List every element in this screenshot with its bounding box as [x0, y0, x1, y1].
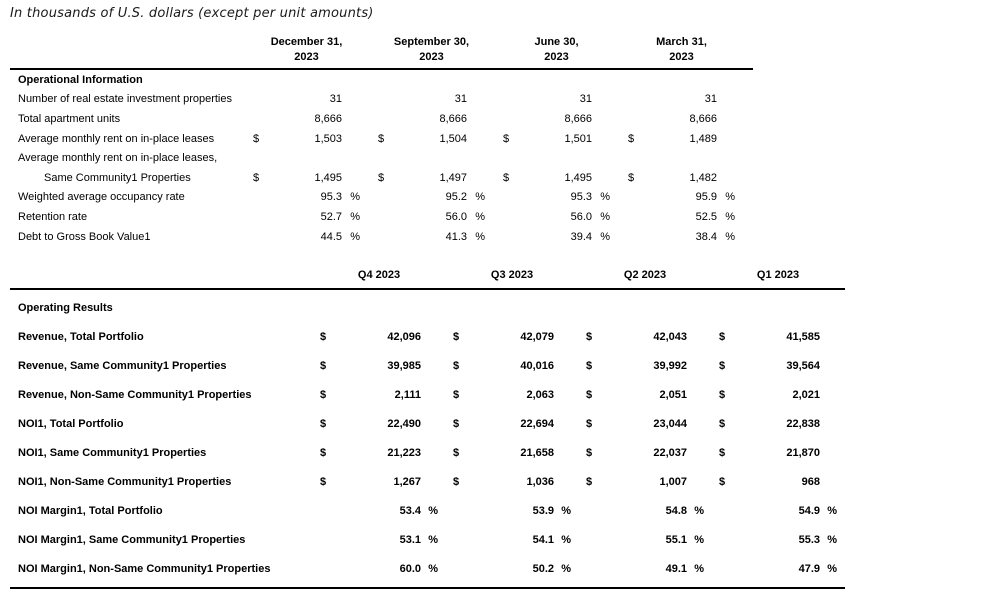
value-number: 1,036 [526, 475, 554, 488]
section-row [10, 70, 753, 90]
value-cell [378, 172, 503, 184]
table-row [10, 109, 753, 129]
currency-symbol: $ [586, 446, 593, 459]
column-header-sep-30 [378, 35, 503, 65]
currency-symbol: $ [453, 330, 460, 343]
value-number: 39,992 [653, 359, 687, 372]
column-header-line1: December 31, [270, 36, 343, 48]
percent-suffix: % [827, 533, 837, 546]
value-cell [313, 534, 446, 546]
value-cell [378, 211, 503, 223]
percent-suffix: % [600, 191, 610, 204]
value-number: 8,666 [689, 112, 717, 125]
value-number: 2,051 [659, 388, 687, 401]
value-number: 1,504 [439, 132, 467, 145]
currency-symbol: $ [586, 330, 593, 343]
percent-suffix: % [694, 504, 704, 517]
value-number: 1,007 [659, 475, 687, 488]
value-cell [712, 447, 845, 459]
value-number: 2,063 [526, 388, 554, 401]
value-number: 1,489 [689, 132, 717, 145]
value-cell [628, 93, 753, 105]
currency-symbol: $ [503, 171, 510, 184]
value-cell [712, 563, 845, 575]
page-title: In thousands of U.S. dollars (except per unit amounts) [10, 6, 374, 21]
value-number: 31 [579, 93, 592, 106]
value-number: 38.4 [695, 230, 717, 243]
operating-results-table [10, 268, 845, 589]
row-label: Same Community1 Properties [44, 171, 191, 184]
currency-symbol: $ [719, 446, 726, 459]
results-table-header [10, 268, 845, 290]
percent-suffix: % [694, 562, 704, 575]
currency-symbol: $ [628, 171, 635, 184]
operational-table-header [10, 35, 753, 70]
value-number: 42,096 [387, 330, 421, 343]
value-cell [628, 172, 753, 184]
value-number: 8,666 [564, 112, 592, 125]
value-cell [503, 211, 628, 223]
currency-symbol: $ [586, 359, 593, 372]
currency-symbol: $ [719, 359, 726, 372]
value-cell [503, 172, 628, 184]
value-cell [579, 360, 712, 372]
currency-symbol: $ [586, 475, 593, 488]
currency-symbol: $ [320, 446, 327, 459]
value-number: 60.0 [399, 562, 421, 575]
currency-symbol: $ [320, 330, 327, 343]
percent-suffix: % [475, 210, 485, 223]
column-header-dec-31 [253, 35, 378, 65]
value-cell [446, 389, 579, 401]
percent-suffix: % [350, 191, 360, 204]
value-cell [253, 172, 378, 184]
value-cell [628, 113, 753, 125]
row-label: NOI Margin1, Non-Same Community1 Properties [18, 562, 271, 575]
column-header-line1: September 30, [393, 36, 470, 48]
percent-suffix: % [725, 191, 735, 204]
value-cell [712, 476, 845, 488]
value-cell [503, 93, 628, 105]
percent-suffix: % [827, 504, 837, 517]
value-number: 31 [704, 93, 717, 106]
currency-symbol: $ [320, 475, 327, 488]
currency-symbol: $ [453, 475, 460, 488]
percent-suffix: % [428, 562, 438, 575]
currency-symbol: $ [453, 359, 460, 372]
value-cell [712, 505, 845, 517]
value-number: 42,079 [520, 330, 554, 343]
value-cell [579, 534, 712, 546]
table-row [10, 496, 845, 525]
currency-symbol: $ [320, 417, 327, 430]
percent-suffix: % [600, 230, 610, 243]
value-cell [378, 113, 503, 125]
value-number: 53.1 [399, 533, 421, 546]
column-header-line2: 2023 [669, 51, 694, 63]
currency-symbol: $ [719, 330, 726, 343]
value-number: 31 [454, 93, 467, 106]
value-number: 2,111 [394, 388, 421, 401]
value-cell [378, 191, 503, 203]
value-cell [253, 231, 378, 243]
percent-suffix: % [694, 533, 704, 546]
row-label: Revenue, Same Community1 Properties [18, 359, 227, 372]
value-number: 52.5 [695, 210, 717, 223]
value-number: 95.9 [695, 191, 717, 204]
section-row [10, 293, 845, 322]
value-number: 39.4 [570, 230, 592, 243]
value-cell [378, 133, 503, 145]
currency-symbol: $ [719, 417, 726, 430]
table-row [10, 525, 845, 554]
currency-symbol: $ [719, 388, 726, 401]
table-row [10, 90, 753, 110]
column-header-mar-31 [628, 35, 753, 65]
percent-suffix: % [475, 191, 485, 204]
column-header-line1: March 31, [656, 36, 707, 48]
row-label: Number of real estate investment properties [18, 93, 232, 106]
percent-suffix: % [561, 562, 571, 575]
percent-suffix: % [428, 533, 438, 546]
row-label: Retention rate [18, 210, 88, 223]
row-label: NOI1, Same Community1 Properties [18, 446, 207, 459]
value-number: 42,043 [653, 330, 687, 343]
value-cell [579, 447, 712, 459]
value-number: 50.2 [532, 562, 554, 575]
percent-suffix: % [600, 210, 610, 223]
value-number: 47.9 [798, 562, 820, 575]
currency-symbol: $ [378, 132, 385, 145]
currency-symbol: $ [453, 417, 460, 430]
row-label: NOI Margin1, Same Community1 Properties [18, 533, 246, 546]
value-number: 21,658 [520, 446, 554, 459]
table-row [10, 554, 845, 583]
value-number: 31 [329, 93, 342, 106]
value-cell [503, 191, 628, 203]
value-number: 1,497 [439, 171, 467, 184]
value-cell [446, 505, 579, 517]
value-cell [503, 113, 628, 125]
value-number: 49.1 [665, 562, 687, 575]
value-cell [712, 360, 845, 372]
value-cell [579, 505, 712, 517]
value-number: 968 [801, 475, 820, 488]
value-number: 52.7 [320, 210, 342, 223]
value-number: 40,016 [520, 359, 554, 372]
column-header-line2: 2023 [544, 51, 569, 63]
value-cell [253, 93, 378, 105]
value-number: 1,495 [314, 171, 342, 184]
currency-symbol: $ [320, 388, 327, 401]
value-number: 22,490 [387, 417, 421, 430]
value-number: 8,666 [439, 112, 467, 125]
value-cell [579, 331, 712, 343]
row-label: Average monthly rent on in-place leases, [18, 152, 218, 165]
value-number: 1,503 [314, 132, 342, 145]
value-cell [628, 231, 753, 243]
value-number: 21,223 [387, 446, 421, 459]
column-header-q1-2023: Q1 2023 [756, 269, 800, 282]
percent-suffix: % [350, 210, 360, 223]
value-cell [313, 418, 446, 430]
percent-suffix: % [428, 504, 438, 517]
value-cell [253, 211, 378, 223]
row-label: NOI Margin1, Total Portfolio [18, 504, 163, 517]
table-row [10, 322, 845, 351]
table-row [10, 168, 753, 188]
value-number: 56.0 [570, 210, 592, 223]
row-label: Operational Information [18, 73, 143, 86]
value-cell [446, 418, 579, 430]
value-cell [313, 360, 446, 372]
value-number: 55.3 [798, 533, 820, 546]
value-cell [253, 133, 378, 145]
value-cell [579, 476, 712, 488]
table-row [10, 188, 753, 208]
value-cell [628, 133, 753, 145]
row-label: Revenue, Non-Same Community1 Properties [18, 388, 252, 401]
value-number: 53.9 [532, 504, 554, 517]
value-cell [579, 418, 712, 430]
currency-symbol: $ [320, 359, 327, 372]
currency-symbol: $ [586, 388, 593, 401]
currency-symbol: $ [378, 171, 385, 184]
row-label: Average monthly rent on in-place leases [18, 132, 215, 145]
value-cell [313, 447, 446, 459]
value-number: 39,985 [387, 359, 421, 372]
value-number: 39,564 [786, 359, 820, 372]
percent-suffix: % [561, 533, 571, 546]
value-cell [628, 211, 753, 223]
value-cell [313, 476, 446, 488]
currency-symbol: $ [586, 417, 593, 430]
table-row [10, 207, 753, 227]
value-number: 22,694 [520, 417, 554, 430]
column-header-line2: 2023 [294, 51, 319, 63]
value-cell [446, 331, 579, 343]
value-cell [446, 563, 579, 575]
value-number: 95.2 [445, 191, 467, 204]
row-label: Operating Results [18, 301, 113, 314]
value-cell [712, 331, 845, 343]
value-cell [503, 231, 628, 243]
value-number: 23,044 [653, 417, 687, 430]
value-cell [503, 133, 628, 145]
row-label: NOI1, Total Portfolio [18, 417, 124, 430]
column-header-q2-2023: Q2 2023 [623, 269, 667, 282]
value-cell [446, 476, 579, 488]
value-cell [378, 93, 503, 105]
table-row [10, 380, 845, 409]
value-number: 54.8 [665, 504, 687, 517]
table-row [10, 227, 753, 247]
value-number: 95.3 [320, 191, 342, 204]
percent-suffix: % [561, 504, 571, 517]
value-cell [253, 113, 378, 125]
value-cell [579, 563, 712, 575]
value-number: 54.9 [798, 504, 820, 517]
value-cell [253, 191, 378, 203]
currency-symbol: $ [719, 475, 726, 488]
value-number: 41.3 [445, 230, 467, 243]
value-number: 56.0 [445, 210, 467, 223]
column-header-line2: 2023 [419, 51, 444, 63]
percent-suffix: % [827, 562, 837, 575]
value-number: 21,870 [786, 446, 820, 459]
table-row [10, 129, 753, 149]
percent-suffix: % [725, 230, 735, 243]
value-number: 1,495 [564, 171, 592, 184]
percent-suffix: % [725, 210, 735, 223]
row-label: Revenue, Total Portfolio [18, 330, 144, 343]
table-row [10, 467, 845, 496]
column-header-jun-30 [503, 35, 628, 65]
value-number: 1,482 [689, 171, 717, 184]
value-cell [628, 191, 753, 203]
currency-symbol: $ [503, 132, 510, 145]
value-cell [313, 389, 446, 401]
row-label: Total apartment units [18, 112, 121, 125]
value-number: 1,501 [564, 132, 592, 145]
value-number: 22,838 [786, 417, 820, 430]
value-number: 41,585 [786, 330, 820, 343]
table-row [10, 148, 753, 168]
value-cell [446, 447, 579, 459]
value-number: 54.1 [532, 533, 554, 546]
row-label: NOI1, Non-Same Community1 Properties [18, 475, 232, 488]
percent-suffix: % [350, 230, 360, 243]
value-cell [712, 534, 845, 546]
currency-symbol: $ [453, 446, 460, 459]
column-header-line1: June 30, [534, 36, 579, 48]
column-header-q3-2023: Q3 2023 [490, 269, 534, 282]
value-cell [446, 534, 579, 546]
value-cell [378, 231, 503, 243]
value-cell [579, 389, 712, 401]
column-header-q4-2023: Q4 2023 [357, 269, 401, 282]
value-cell [313, 563, 446, 575]
value-number: 22,037 [653, 446, 687, 459]
value-cell [313, 331, 446, 343]
value-number: 1,267 [393, 475, 421, 488]
currency-symbol: $ [253, 132, 260, 145]
operational-table-body [10, 70, 753, 246]
currency-symbol: $ [253, 171, 260, 184]
value-cell [446, 360, 579, 372]
value-number: 2,021 [792, 388, 820, 401]
row-label: Debt to Gross Book Value1 [18, 230, 151, 243]
results-table-body [10, 290, 845, 587]
percent-suffix: % [475, 230, 485, 243]
value-number: 8,666 [314, 112, 342, 125]
currency-symbol: $ [453, 388, 460, 401]
table-row [10, 351, 845, 380]
operational-information-table [10, 35, 753, 246]
table-row [10, 438, 845, 467]
value-number: 53.4 [399, 504, 421, 517]
currency-symbol: $ [628, 132, 635, 145]
value-number: 55.1 [665, 533, 687, 546]
value-cell [712, 418, 845, 430]
value-cell [313, 505, 446, 517]
value-number: 44.5 [320, 230, 342, 243]
row-label: Weighted average occupancy rate [18, 191, 185, 204]
table-row [10, 409, 845, 438]
value-number: 95.3 [570, 191, 592, 204]
value-cell [712, 389, 845, 401]
